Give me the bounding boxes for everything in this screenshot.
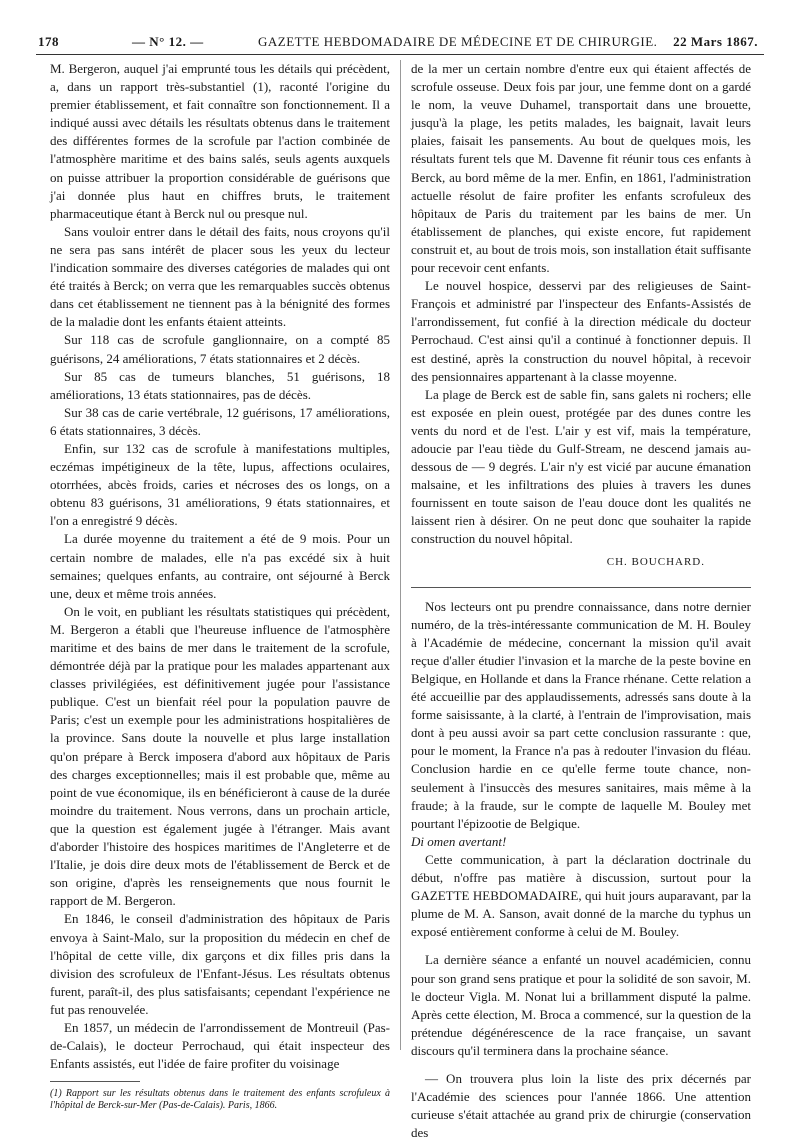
- right-column: [411, 60, 751, 1142]
- paragraph: En 1857, un médecin de l'arrondissement de Montreuil (Pas-de-Calais), le docteur Perrochaud, qui était inspecteur des Enfants assistés, eut l'idée de faire profiter du voisinage: [50, 1019, 390, 1072]
- column-divider: [400, 60, 401, 1050]
- paragraph: La plage de Berck est de sable fin, sans galets ni rochers; elle est exposée en plein ouest, protégée par des dunes contre les vents du nord et de l'est. L'air y est vif, mais la température, adoucie par l'eau tiède du Gulf-Stream, ne descend jamais au-dessous de — 9 degrés. L'air n'y est vicié par aucune émanation malsaine, et les infiltrations des pluies à travers les dunes fournissent en toute saison de l'eau douce dont les qualités ne laissent rien à désirer. On ne peut donc que souhaiter la rapide construction du nouvel hôpital.: [411, 386, 751, 547]
- latin-phrase: Di omen avertant!: [411, 833, 507, 849]
- paragraph: La dernière séance a enfanté un nouvel académicien, connu pour son grand sens pratique et pour la solidité de son savoir, M. le docteur Vigla. M. Nonat lui a brillamment disputé la palme. Après cette élection, M. Broca a commencé, sur la question de la prétendue dégénérescence de la race française, un savant discours qu'il terminera dans la prochaine séance.: [411, 952, 751, 1058]
- paragraph: Le nouvel hospice, desservi par des religieuses de Saint-François et administré par l'inspecteur des Enfants-Assistés de l'arrondissement, fut confié à la direction médicale du docteur Perrochaud. C'est ainsi qu'il a continué à fonctionner depuis. Il est destiné, après la construction du nouvel hôpital, à recevoir des pensionnaires appartenant à la classe moyenne.: [411, 278, 751, 384]
- paragraph: Nos lecteurs ont pu prendre connaissance, dans notre dernier numéro, de la très-intéressante communication de M. H. Bouley à l'Académie de médecine, concernant la mission qu'il avait reçue d'aller étudier l'invasion et la marche de la peste bovine en Belgique, en Hollande et dans la France rhénane. Cette relation a été accueillie par des applaudissements, adressés sans doute à la forme saisissante, à la clarté, à l'entrain de l'improvisation, mais dont à peu aussi avoir sa part cette conclusion rassurante : que, pour le moment, la France n'a pas à redouter l'invasion du fléau. Conclusion hardie en ce qu'elle ferme toute chance, non-seulement à l'insuccès des mesures sanitaires, mais même à la fraude; à la fraude, sur le compte de laquelle M. Bouley met pourtant l'épizootie de Belgique.: [411, 598, 751, 831]
- issue-date: 22 Mars 1867.: [673, 34, 758, 49]
- issue-number: — N° 12. —: [132, 34, 204, 49]
- spacer: [411, 941, 751, 951]
- paragraph: Cette communication, à part la déclaration doctrinale du début, n'offre pas matière à discussion, surtout pour la GAZETTE HEBDOMADAIRE, qui huit jours auparavant, par la plume de M. A. Sanson, avait donné de la marche du typhus un exposé entièrement conforme à celui de M. Bouley.: [411, 851, 751, 940]
- paragraph: La durée moyenne du traitement a été de 9 mois. Pour un certain nombre de malades, elle n'a pas excédé six à huit semaines; quelques enfants, au contraire, ont séjourné à Berck une, deux et même trois années.: [50, 531, 390, 601]
- footnote-rule: [50, 1081, 140, 1082]
- paragraph: Sur 38 cas de carie vertébrale, 12 guérisons, 17 améliorations, 6 états stationnaires, 3 décès.: [50, 404, 390, 438]
- paragraph: On le voit, en publiant les résultats statistiques qui précèdent, M. Bergeron a établi que l'heureuse influence de l'atmosphère maritime et des bains de mer dans le traitement de la scrofule, démontrée déjà par la pratique pour les malades appartenant aux classes privilégiées, est définitivement jugée pour l'assistance publique. C'est un bienfait réel pour la population pauvre de Paris; c'est un exemple pour les administrations hospitalières de la province. Sans doute la nouvelle et plus large installation qu'on prépare à Berck imposera d'abord aux hôpitaux de Paris des charges exceptionnelles; mais il est probable que, même au point de vue économique, ils en bénéficieront à cause de la durée moindre du traitement. Nous verrons, dans un prochain article, que la question est également jugée à l'étranger. Mais avant d'aborder l'histoire des hospices maritimes de l'Angleterre et de l'Italie, je dois dire deux mots de l'établissement de Berck et de son origine, d'après les renseignements que nous fournit le rapport de M. Bergeron.: [50, 603, 390, 909]
- spacer: [411, 1060, 751, 1070]
- left-column: [50, 60, 390, 1112]
- paragraph: — On trouvera plus loin la liste des prix décernés par l'Académie des sciences pour l'année 1866. Une attention curieuse s'était attachée au grand prix de chirurgie (conservation des: [411, 1070, 751, 1141]
- paragraph: M. Bergeron, auquel j'ai emprunté tous les détails qui précèdent, a, dans un rapport très-substantiel (1), raconté l'origine du premier établissement, et fait connaître son fonctionnement. Il a indiqué aussi avec détails les résultats obtenus dans le traitement des différentes formes de la scrofule par l'action combinée de l'atmosphère maritime et des bains salés, seuls agents auxquels on puisse attribuer la proportion considérable de guérisons que j'ai donnée plus haut en chiffres bruts, le traitement pharmaceutique étant à Berck nul ou presque nul.: [50, 61, 390, 221]
- paragraph: En 1846, le conseil d'administration des hôpitaux de Paris envoya à Saint-Malo, sur la proposition du médecin en chef de l'hôpital de cette ville, dix garçons et dix filles pris dans la division des scrofuleux de l'Enfant-Jésus. Les résultats obtenus furent, paraît-il, des plus satisfaisants; cependant l'expérience ne fut pas renouvelée.: [50, 911, 390, 1017]
- paragraph: de la mer un certain nombre d'entre eux qui étaient affectés de scrofule osseuse. Deux fois par jour, une femme dont on a gardé le nom, la veuve Duhamel, transportait dans une brouette, jusqu'à la plage, les petits malades, les baignait, lavait leurs plaies, faisait les pansements. Au bout de quelques mois, les résultats furent tels que M. Davenne fit réunir tous ces enfants à Berck, au bord même de la mer. Enfin, en 1861, l'administration actuelle résolut de faire profiter les enfants scrofuleux des hôpitaux de Paris du traitement par les bains de mer. Un établissement de planches, qui existe encore, fut rapidement construit et, au bout de trois mois, son installation était suffisante pour recevoir cent enfants.: [411, 61, 751, 276]
- section-separator: [411, 587, 751, 588]
- paragraph: Sur 118 cas de scrofule ganglionnaire, on a compté 85 guérisons, 24 améliorations, 7 états stationnaires et 2 décès.: [50, 332, 390, 366]
- page-header: [36, 32, 764, 54]
- paragraph: Sans vouloir entrer dans le détail des faits, nous croyons qu'il ne sera pas sans intérêt de placer sous les yeux du lecteur l'indication sommaire des diverses catégories de malades qui ont été traités à Berck; on verra que les remarquables succès obtenus dans cet établissement ne tiennent pas à la bénignité des formes de la maladie dont les enfants étaient atteints.: [50, 223, 390, 330]
- paragraph: Sur 85 cas de tumeurs blanches, 51 guérisons, 18 améliorations, 13 états stationnaires, pas de décès.: [50, 368, 390, 402]
- page-number: 178: [38, 34, 59, 49]
- journal-title: GAZETTE HEBDOMADAIRE DE MÉDECINE ET DE CHIRURGIE.: [258, 34, 658, 49]
- paragraph: Enfin, sur 132 cas de scrofule à manifestations multiples, eczémas impétigineux de la tête, lupus, affections oculaires, otorrhées, abcès froids, caries et nécroses des os longs, on a obtenu 83 guérisons, 31 améliorations, 9 états stationnaires, et l'on a enregistré 9 décès.: [50, 440, 390, 529]
- footnote: (1) Rapport sur les résultats obtenus dans le traitement des enfants scrofuleux à l'hôpital de Berck-sur-Mer (Pas-de-Calais). Paris, 1866.: [50, 1088, 390, 1112]
- author-signature: CH. BOUCHARD.: [606, 555, 705, 568]
- header-rule: [36, 54, 764, 55]
